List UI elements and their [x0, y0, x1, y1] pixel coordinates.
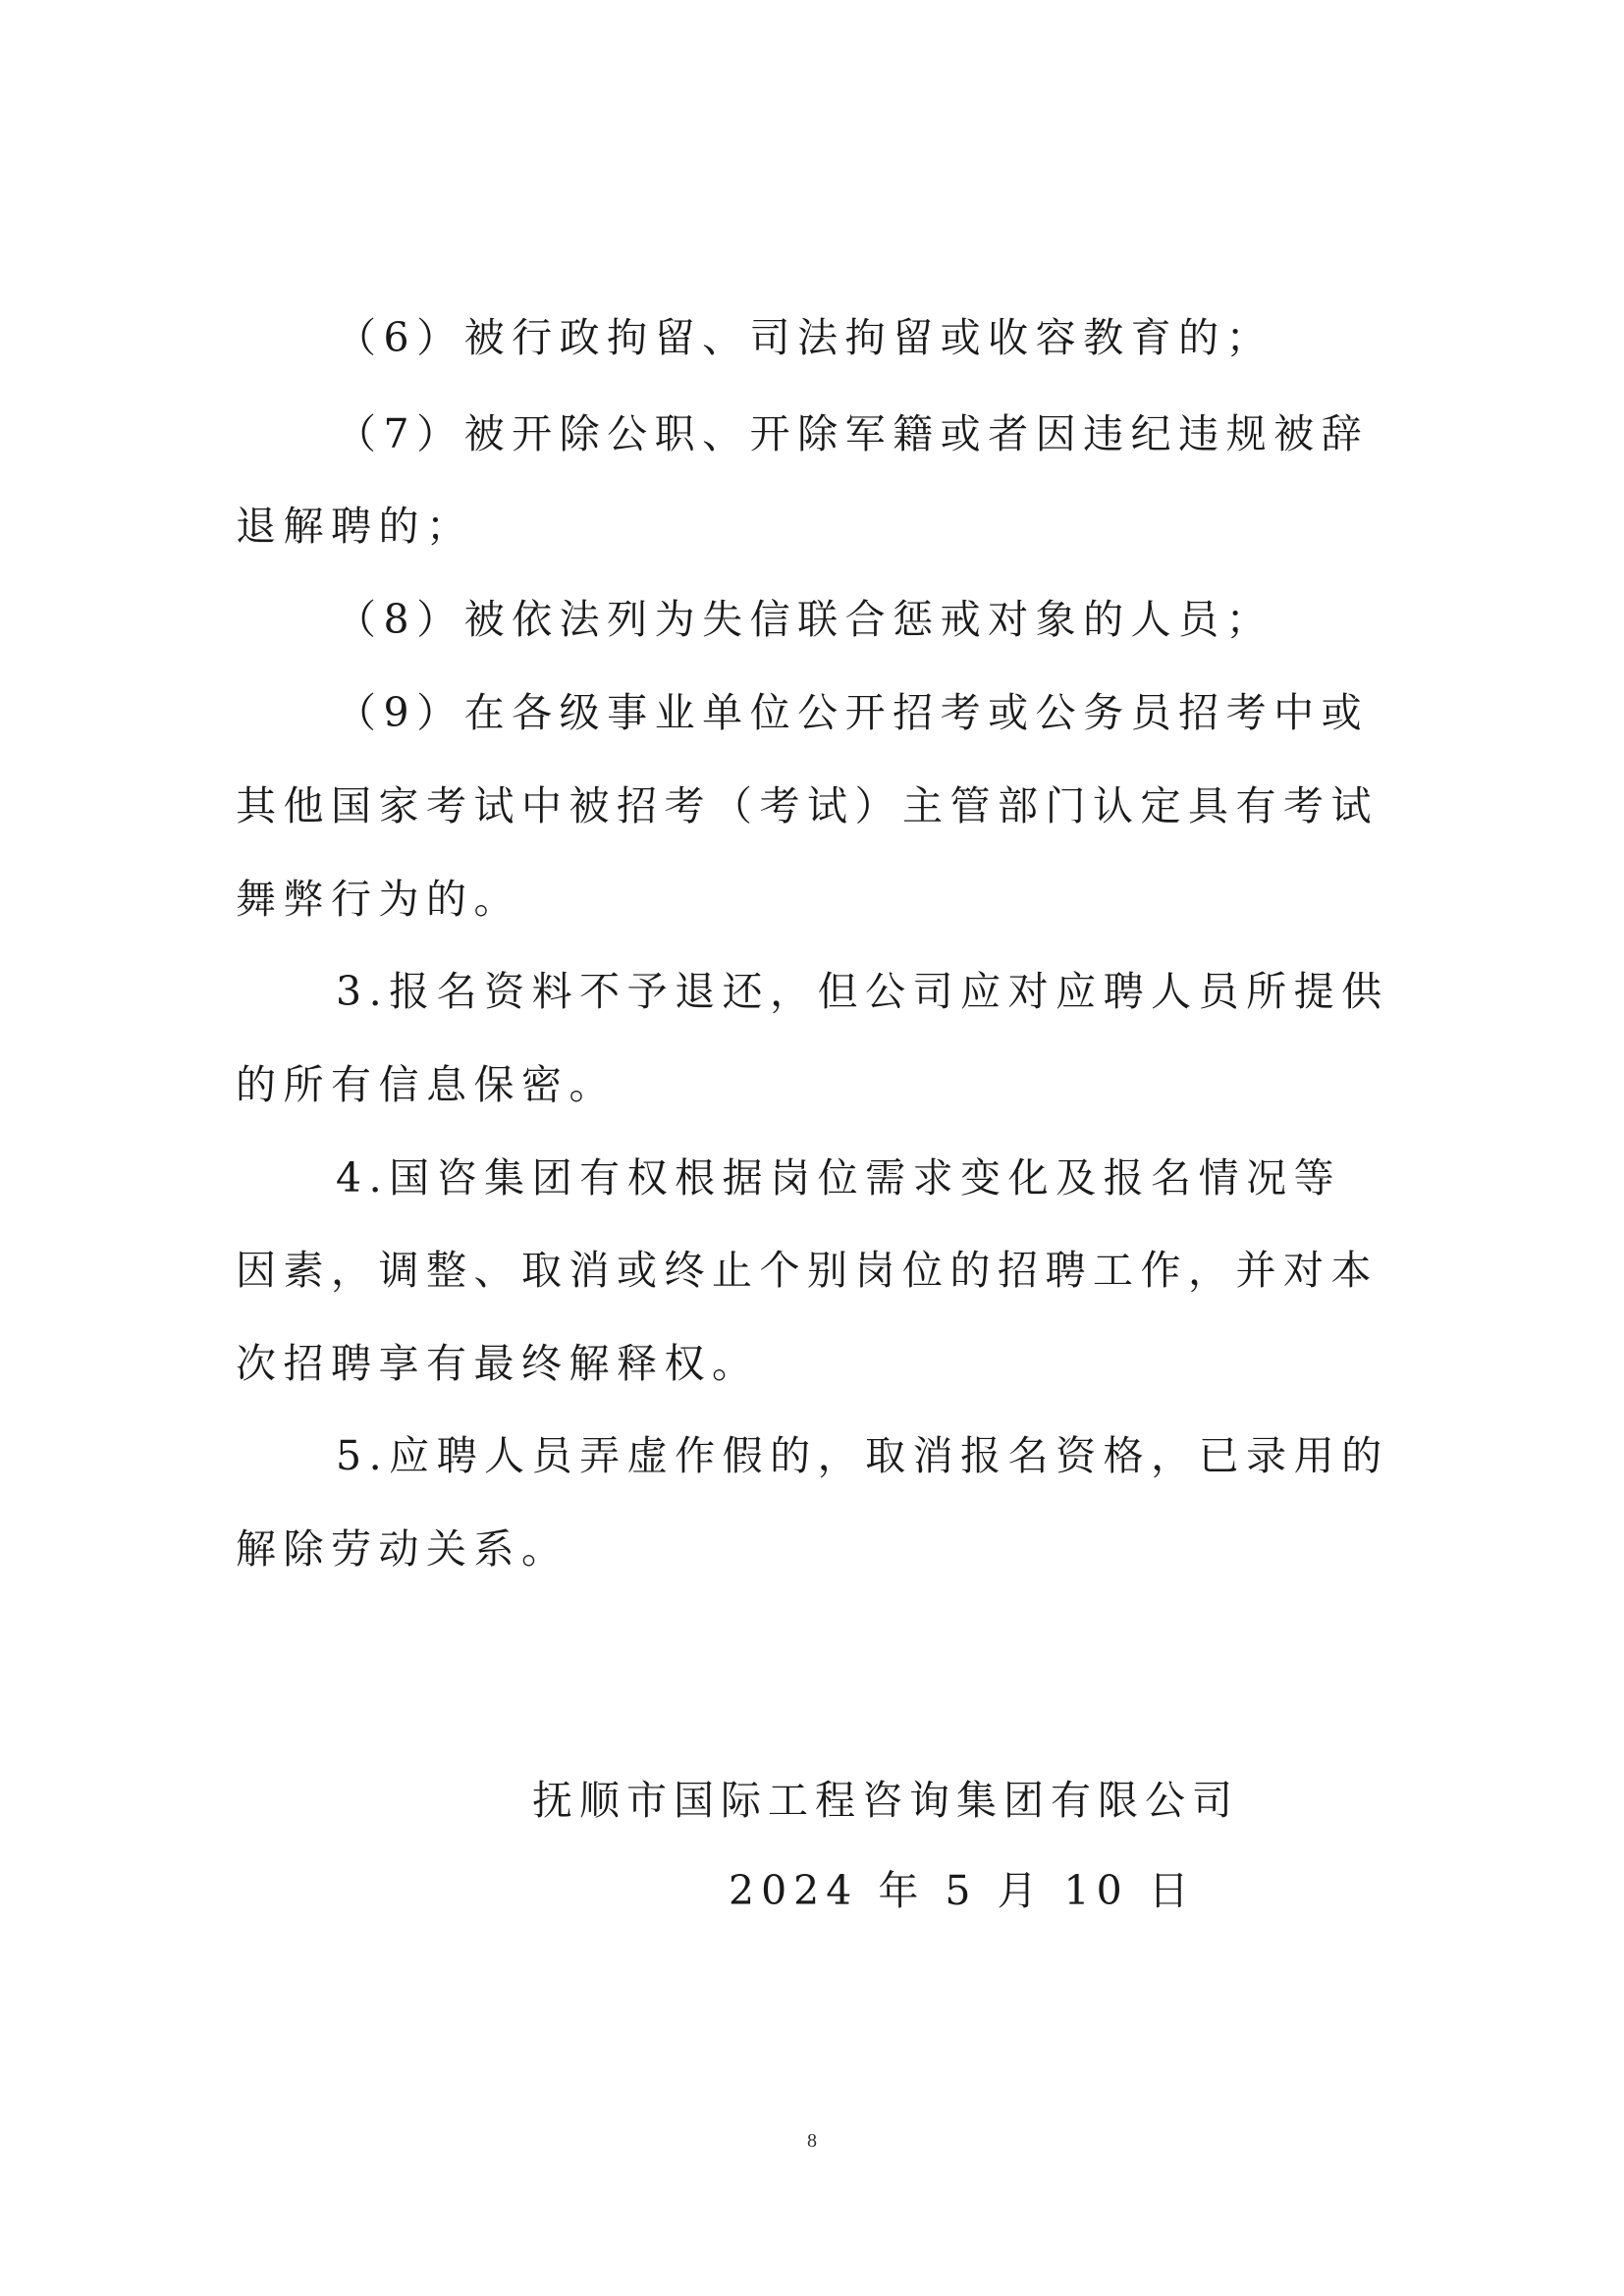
clause-4-line-3: 次招聘享有最终解释权。: [236, 1340, 760, 1387]
signature-date: 2024 年 5 月 10 日: [729, 1867, 1196, 1914]
item-9-line-3: 舞弊行为的。: [236, 876, 521, 923]
clause-4-line-2: 因素，调整、取消或终止个别岗位的招聘工作，并对本: [236, 1247, 1379, 1294]
clause-5-line-1: 5.应聘人员弄虚作假的，取消报名资格，已录用的: [336, 1432, 1389, 1479]
clause-5-line-2: 解除劳动关系。: [236, 1525, 569, 1573]
page-number: 8: [807, 2130, 817, 2152]
item-9-line-2: 其他国家考试中被招考（考试）主管部门认定具有考试: [236, 782, 1379, 829]
clause-4-line-1: 4.国咨集团有权根据岗位需求变化及报名情况等: [336, 1154, 1342, 1201]
item-9-line-1: （9）在各级事业单位公开招考或公务员招考中或: [336, 689, 1370, 736]
item-7-line-1: （7）被开除公职、开除军籍或者因违纪违规被辞: [336, 410, 1370, 457]
item-8-line: （8）被依法列为失信联合惩戒对象的人员；: [336, 596, 1274, 643]
item-7-line-2: 退解聘的；: [236, 503, 474, 550]
clause-3-line-2: 的所有信息保密。: [236, 1061, 617, 1108]
clause-3-line-1: 3.报名资料不予退还，但公司应对应聘人员所提供: [336, 968, 1389, 1015]
signature-organization: 抚顺市国际工程咨询集团有限公司: [532, 1777, 1239, 1824]
item-6-line: （6）被行政拘留、司法拘留或收容教育的；: [336, 314, 1274, 361]
